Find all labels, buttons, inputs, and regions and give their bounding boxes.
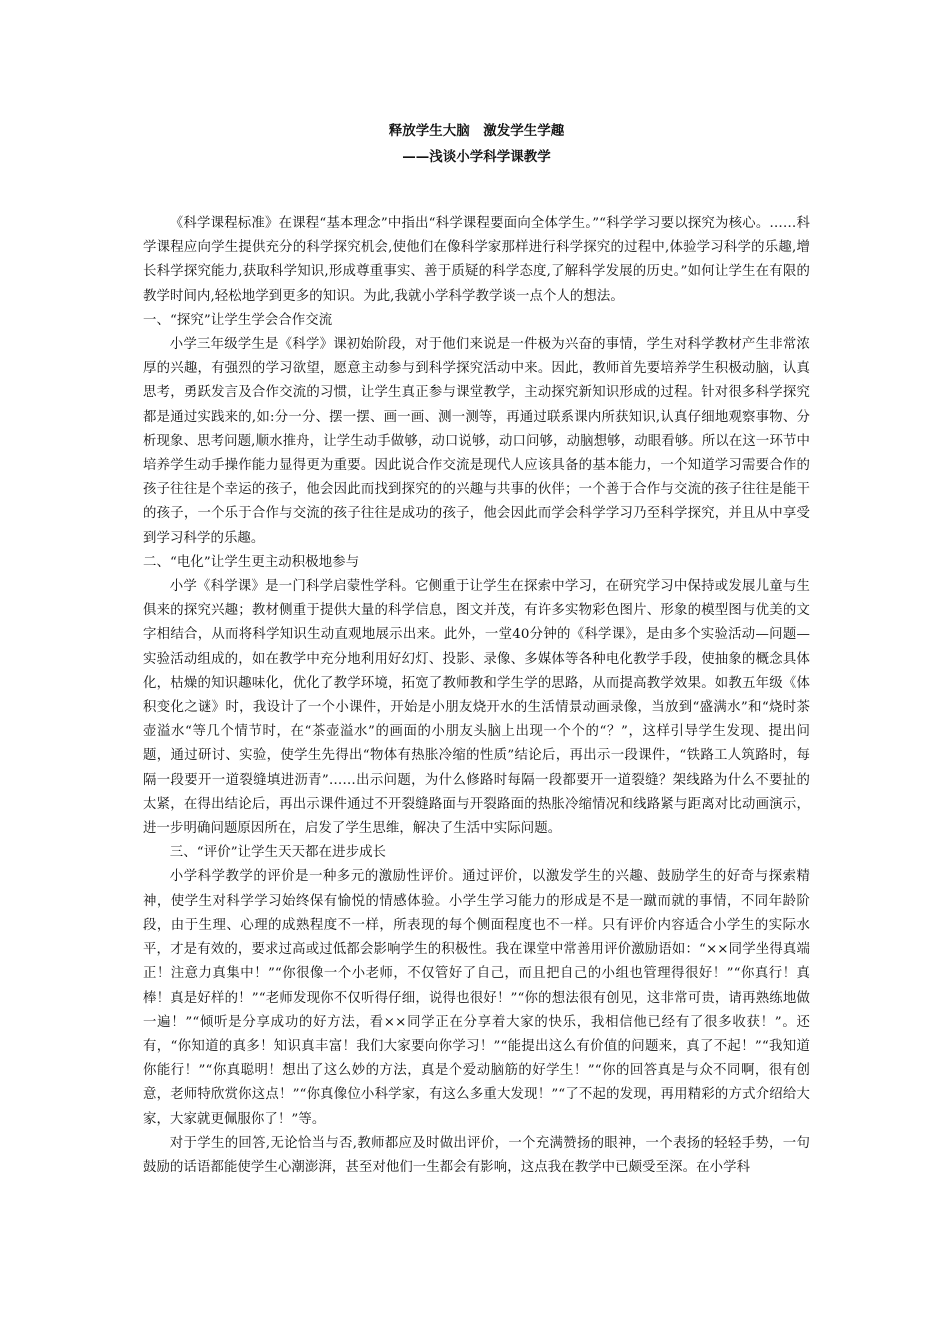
document-body: [143, 212, 810, 1180]
section-heading-2: 二、“电化”让学生更主动积极地参与: [143, 554, 360, 570]
section-2-paragraph: 小学《科学课》是一门科学启蒙性学科。它侧重于让学生在探索中学习，在研究学习中保持或发展儿童与生俱来的探究兴趣；教材侧重于提供大量的科学信息，图文并茂，有许多实物彩色图片、形象的模型图与优美的文字相结合，从而将科学知识生动直观地展示出来。此外，一堂40分钟的《科学课》，是由多个实验活动—问题—实验活动组成的，如在教学中充分地利用好幻灯、投影、录像、多媒体等各种电化教学手段，使抽象的概念具体化，枯燥的知识趣味化，优化了教学环境，拓宽了教师教和学生学的思路，从而提高教学效果。如教五年级《体积变化之谜》时，我设计了一个小课件，开始是小朋友烧开水的生活情景动画录像，当放到“盛满水”和“烧时茶壶溢水“等几个情节时，在“茶壶溢水”的画面的小朋友头脑上出现一个个的“？”，这样引导学生发现、提出问题，通过研讨、实验，使学生先得出“物体有热胀冷缩的性质”结论后，再出示一段课件，“铁路工人筑路时，每隔一段要开一道裂缝填进沥青”……出示问题，为什么修路时每隔一段都要开一道裂缝？架线路为什么不要扯的太紧，在得出结论后，再出示课件通过不开裂缝路面与开裂路面的热胀冷缩情况和线路紧与距离对比动画演示，进一步明确问题原因所在，启发了学生思维，解决了生活中实际问题。: [143, 579, 810, 837]
section-heading-3: 三、“评价”让学生天天都在进步成长: [169, 845, 387, 861]
intro-paragraph: 《科学课程标准》在课程“基本理念”中指出“科学课程要面向全体学生。”“科学学习要以探究为核心。……科学课程应向学生提供充分的科学探究机会,使他们在像科学家那样进行科学探究的过程中,体验学习科学的乐趣,增长科学探究能力,获取科学知识,形成尊重事实、善于质疑的科学态度,了解科学发展的历史。”如何让学生在有限的教学时间内,轻松地学到更多的知识。为此,我就小学科学教学谈一点个人的想法。: [143, 216, 810, 304]
section-heading-1: 一、“探究”让学生学会合作交流: [143, 312, 333, 328]
document-subtitle: ——浅谈小学科学课教学: [402, 149, 551, 165]
section-1-paragraph: 小学三年级学生是《科学》课初始阶段，对于他们来说是一件极为兴奋的事情，学生对科学教材产生非常浓厚的兴趣，有强烈的学习欲望，愿意主动参与到科学探究活动中来。因此，教师首先要培养学生积极动脑，认真思考，勇跃发言及合作交流的习惯，让学生真正参与课堂教学，主动探究新知识形成的过程。针对很多科学探究都是通过实践来的,如:分一分、摆一摆、画一画、测一测等，再通过联系课内所获知识,认真仔细地观察事物、分析现象、思考问题,顺水推舟，让学生动手做够，动口说够，动口问够，动脑想够，动眼看够。所以在这一环节中培养学生动手操作能力显得更为重要。因此说合作交流是现代人应该具备的基本能力，一个知道学习需要合作的孩子往往是个幸运的孩子，他会因此而找到探究的的兴趣与共事的伙伴；一个善于合作与交流的孩子往往是能干的孩子，一个乐于合作与交流的孩子往往是成功的孩子，他会因此而学会科学学习乃至科学探究，并且从中享受到学习科学的乐趣。: [143, 337, 810, 546]
document-title: 释放学生大脑 激发学生学趣: [388, 123, 565, 139]
document-page: [143, 120, 810, 1180]
section-3-paragraph-1: 小学科学教学的评价是一种多元的激励性评价。通过评价，以激发学生的兴趣、鼓励学生的好奇与探索精神，使学生对科学学习始终保有愉悦的情感体验。小学生学习能力的形成是不是一蹴而就的事情，不同年龄阶段，由于生理、心理的成熟程度不一样，所表现的每个侧面程度也不一样。只有评价内容适合小学生的实际水平，才是有效的，要求过高或过低都会影响学生的积极性。我在课堂中常善用评价激励语如：“××同学坐得真端正！注意力真集中！”“你很像一个小老师，不仅管好了自己，而且把自己的小组也管理得很好！”“你真行！真棒！真是好样的！”“老师发现你不仅听得仔细，说得也很好！”“你的想法很有创见，这非常可贵，请再熟练地做一遍！”“倾听是分享成功的好方法，看××同学正在分享着大家的快乐，我相信他已经有了很多收获！”。还有，“你知道的真多！知识真丰富！我们大家要向你学习！”“能提出这么有价值的问题来，真了不起！”“我知道你能行！”“你真聪明！想出了这么妙的方法，真是个爱动脑筋的好学生！”“你的回答真是与众不同啊，很有创意，老师特欣赏你这点！”“你真像位小科学家，有这么多重大发现！”“了不起的发现，再用精彩的方式介绍给大家，大家就更佩服你了！”等。: [143, 869, 810, 1127]
section-3-paragraph-2: 对于学生的回答,无论恰当与否,教师都应及时做出评价，一个充满赞扬的眼神，一个表扬的轻轻手势，一句鼓励的话语都能使学生心潮澎湃，甚至对他们一生都会有影响，这点我在教学中已颇受至深。在小学科: [143, 1135, 810, 1175]
